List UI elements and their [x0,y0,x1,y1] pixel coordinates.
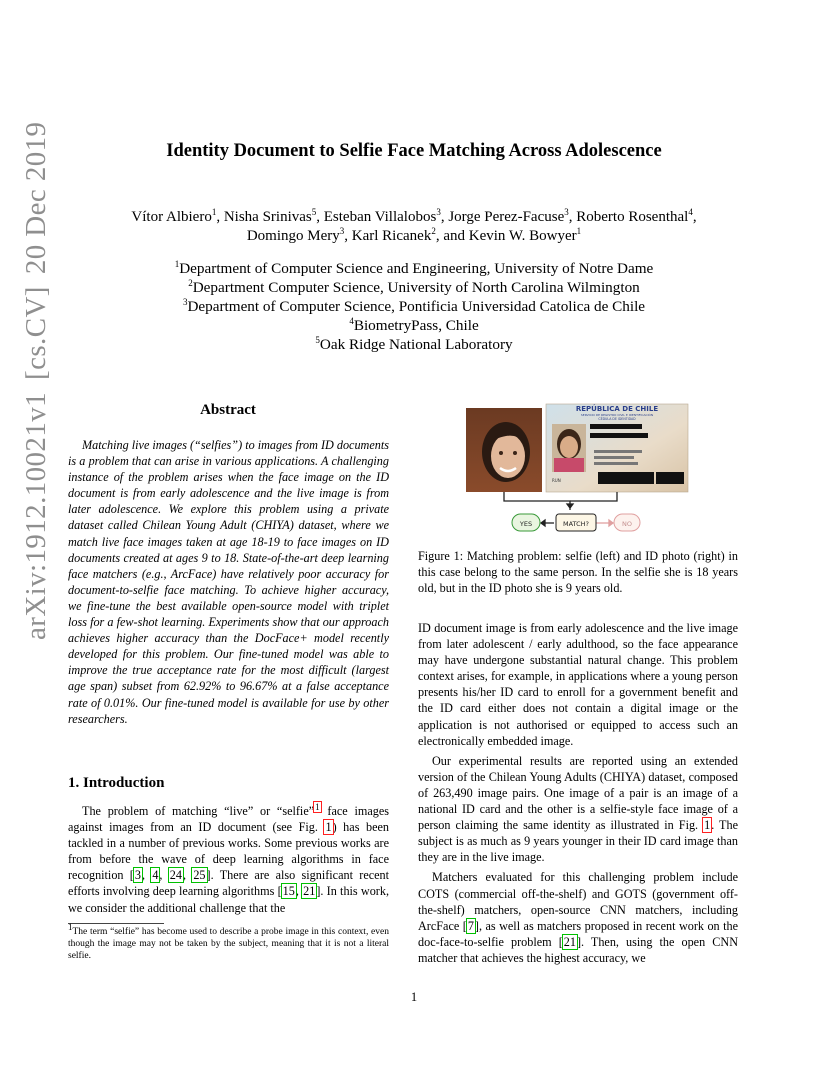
citation-link[interactable]: 25 [193,868,206,883]
citation-link[interactable]: 21 [563,934,576,949]
authors-line-2: Domingo Mery$^3$, Karl Ricanek$^2$, and Kevin W. Bowyer$^1$ [246,226,582,244]
page-number: 1 [410,990,418,1004]
abstract-heading: Abstract [200,402,256,418]
paper-title: Identity Document to Selfie Face Matching Across Adolescence [166,141,662,161]
match-node [556,514,596,531]
arxiv-date: 20 Dec 2019 [19,121,52,275]
authors-line-1: Vítor Albiero$^1$, Nisha Srinivas$^5$, Esteban Villalobos$^3$, Jorge Perez-Facuse$^3$, Roberto Rosenthal$^4$, [131,207,697,225]
arxiv-stamp [14,121,58,640]
footnote-rule [68,923,164,924]
figure-link[interactable]: 1 [325,820,332,835]
svg-text:REPÚBLICA DE CHILE: REPÚBLICA DE CHILE [575,405,659,413]
affiliation-2: $^2$Department Computer Science, University of North Carolina Wilmington [188,277,640,296]
affiliation-1: $^1$Department of Computer Science and Engineering, University of Notre Dame [174,258,654,277]
selfie-photo [466,408,542,492]
yes-node [512,514,540,531]
no-node [614,514,640,531]
figure-1-caption: Figure 1: Matching problem: selfie (left) and ID photo (right) in this case belong to the same person. In the selfie she is 18 years old, but in the ID photo she is 9 years old. [418,549,738,596]
citation-link[interactable]: 3 [134,868,141,883]
citation-link[interactable]: 15 [282,884,295,899]
footnote: $^1$The term “selfie” has become used to describe a probe image in this context, even though the image may not be taken by the subject, meaning that it is not a literal selfie. [68,921,389,962]
affiliation-3: $^3$Department of Computer Science, Pontificia Universidad Catolica de Chile [182,296,646,315]
svg-text:NO: NO [622,520,632,528]
citation-link[interactable]: 21 [303,884,316,899]
citation-link[interactable]: 7 [467,918,474,933]
svg-text:YES: YES [519,520,533,528]
citation-link[interactable]: 24 [169,868,182,883]
arxiv-category: [cs.CV] [19,286,52,380]
svg-text:CÉDULA DE IDENTIDAD: CÉDULA DE IDENTIDAD [598,417,636,421]
affiliation-5: $^5$Oak Ridge National Laboratory [315,334,513,353]
svg-text:MATCH?: MATCH? [562,520,590,528]
abstract-body: Matching live images (“selfies”) to images from ID documents is a problem that can arise in various applications. A challenging instance of the problem arises when the face image on the ID document is from early adolescence and the live image is from later adolescence. We explore this problem using a private dataset called Chilean Young Adult (CHIYA) dataset, where we match live face images taken at age 18-19 to face images on ID documents created at ages 9 to 18. State-of-the-art deep learning face matchers (e.g., ArcFace) have relatively poor accuracy for document-to-selfie face matching. To achieve higher accuracy, we fine-tune the best available open-source model with triplet loss for a few-shot learning. Experiments show that our approach achieves higher accuracy than the DocFace+ model recently developed for this problem. Our fine-tuned model was able to improve the true acceptance rate for the most difficult (largest age span) subset from 62.92% to 96.67% at a false acceptance rate of 0.01%. Our fine-tuned model is available for use by other researchers. [68,438,389,726]
introduction-body: The problem of matching “live” or “selfie”$^1$ face images against images from an ID document (see Fig. 1) has been tackled in a number of previous works. Some previous works are from before the wave of deep learning algorithms in face recognition [3, 4, 24, 25]. There are also significant recent efforts involving deep learning algorithms [15, 21]. In this work, we consider the additional challenge that the [68,801,390,915]
figure-link[interactable]: 1 [704,818,711,833]
id-card-photo [546,404,688,492]
citation-link[interactable]: 4 [152,868,159,883]
right-column-body: ID document image is from early adolescence and the live image from later adolescent / early adulthood, so the face appearance may have undergone substantial natural change. This problem context arises, for example, in applications where a young person presents his/her ID card to enroll for a government benefit and the ID card either does not contain a digital image or the application is not authorised or equipped to access such an electronically embedded image. Our experimental results are reported using an extended version of the Chilean Young Adults (CHIYA) dataset, composed of 263,490 image pairs. One image of a pair is an image of a national ID card and the other is a selfie-style face image of a person claiming the same identity as illustrated in Fig. 1. The subject is as much as 9 years younger in their ID card image than they are in the live image. Matchers evaluated for this challenging problem include COTS (commercial off-the-shelf) and GOTS (government off-the-shelf) matchers, open-source CNN matchers, including ArcFace [7], as well as matchers proposed in recent work on the doc-face-to-selfie problem [21]. Then, using the open CNN matcher that achieves the highest accuracy, we [418,621,738,965]
introduction-heading: 1. Introduction [68,775,165,791]
arxiv-id: arXiv:1912.10021v1 [19,391,52,640]
footnote-link[interactable]: 1 [315,801,320,812]
svg-text:RUN: RUN [552,478,561,483]
affiliation-4: $^4$BiometryPass, Chile [349,315,479,334]
svg-text:SERVICIO DE REGISTRO CIVIL E I: SERVICIO DE REGISTRO CIVIL E IDENTIFICACIÓN [580,413,654,417]
figure-1-graphic [466,400,690,542]
figure-1 [466,400,690,542]
